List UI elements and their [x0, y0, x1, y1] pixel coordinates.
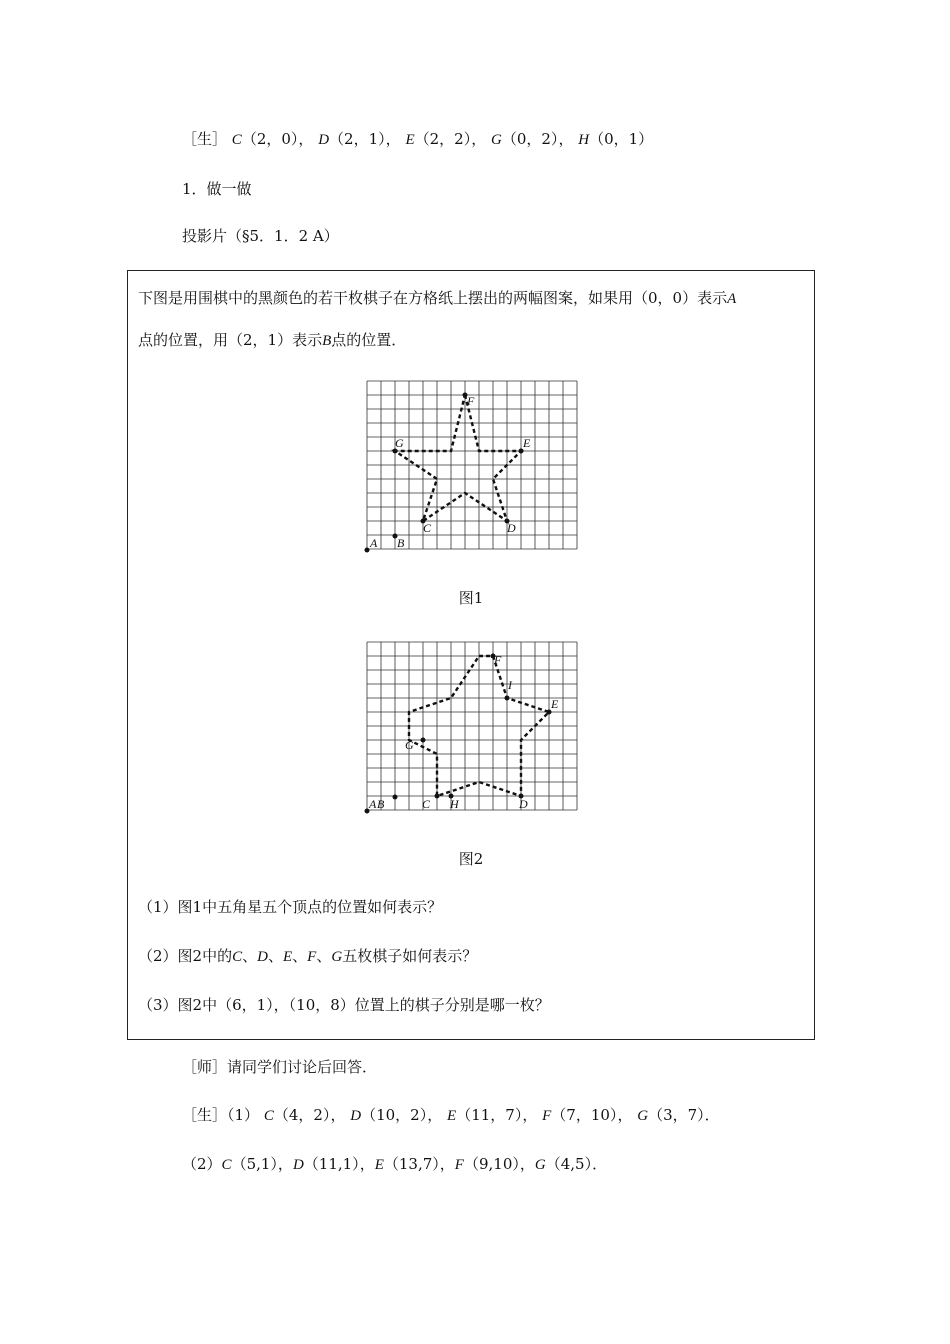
label-b: B — [377, 797, 385, 811]
stone-dot — [505, 696, 510, 701]
problem-text-line-1 — [138, 287, 736, 308]
separator: ， — [359, 1155, 375, 1173]
problem-box — [127, 270, 815, 1040]
separator: ， — [519, 1155, 535, 1173]
point-coord: （0，1） — [589, 130, 654, 148]
point-coord: （11,1） — [303, 1155, 360, 1173]
label-f: F — [467, 394, 475, 408]
label-i: I — [508, 678, 512, 692]
dashed-outline — [395, 395, 521, 521]
point-coord: （13,7） — [383, 1155, 440, 1173]
stone-dot — [421, 738, 426, 743]
point-letter: E — [282, 949, 293, 965]
figure-2-caption: 图2 — [458, 850, 484, 868]
separator: 、 — [267, 947, 283, 965]
point-letter: G — [331, 949, 343, 965]
point-a — [365, 797, 378, 814]
period: ． — [592, 1155, 608, 1173]
point-letter: D — [257, 949, 268, 965]
grid-figure-1 — [362, 376, 587, 556]
point-b — [393, 534, 406, 551]
point-coord: （11，7） — [456, 1106, 523, 1124]
figure-2 — [362, 637, 587, 821]
point-letter: F — [307, 949, 317, 965]
point-coord: （4，2） — [273, 1106, 331, 1124]
intro-answer-line — [182, 128, 653, 149]
point-coord: （2，0） — [241, 130, 299, 148]
separator: ， — [330, 1106, 346, 1124]
point-coord: （9,10） — [463, 1155, 520, 1173]
period: ． — [704, 1106, 720, 1124]
point-letter: G — [637, 1108, 649, 1124]
point-b — [377, 795, 398, 812]
label-a: A — [369, 797, 377, 811]
point-coord: （10，2） — [361, 1106, 428, 1124]
label-c: C — [422, 797, 431, 811]
point-letter: E — [374, 1157, 384, 1173]
separator: ， — [471, 130, 487, 148]
point-letter: E — [405, 132, 415, 148]
point-letter: G — [491, 132, 502, 148]
question-3: （3）图2中（6，1），（10，8）位置上的棋子分别是哪一枚？ — [138, 996, 550, 1014]
question-text: （2）图2中的 — [138, 947, 233, 965]
label-d: D — [519, 797, 528, 811]
point-letter: B — [322, 333, 332, 349]
projection-label: 投影片（§5．1．2 A） — [182, 227, 339, 245]
separator: ， — [522, 1106, 538, 1124]
separator: ， — [298, 130, 314, 148]
problem-text-line-2 — [138, 329, 406, 350]
point-coord: （2，1） — [329, 130, 386, 148]
point-letter: D — [318, 132, 330, 148]
section-heading: 1．做一做 — [182, 180, 252, 198]
point-coord: （5,1） — [231, 1155, 278, 1173]
label-b: B — [397, 536, 405, 550]
separator: ， — [558, 130, 574, 148]
problem-text: 点的位置，用（2，1）表示 — [138, 331, 323, 349]
label-e: E — [551, 697, 559, 711]
separator: ， — [617, 1106, 633, 1124]
label-g: G — [395, 436, 404, 450]
point-letter: C — [232, 949, 243, 965]
answer-2-line — [182, 1153, 607, 1174]
point-letter: F — [454, 1157, 464, 1173]
separator: ， — [427, 1106, 443, 1124]
label-f: F — [494, 653, 502, 667]
point-letter: E — [447, 1108, 457, 1124]
label-h: H — [450, 797, 459, 811]
label-c: C — [423, 521, 432, 535]
grid-figure-2 — [362, 637, 587, 817]
point-coord: （7，10） — [551, 1106, 618, 1124]
point-coord: （4,5） — [545, 1155, 593, 1173]
label-g: G — [405, 738, 414, 752]
point-letter: F — [542, 1108, 552, 1124]
teacher-line: ［师］请同学们讨论后回答． — [182, 1058, 378, 1076]
speaker-tag: ［生］ — [182, 130, 228, 148]
separator: 、 — [292, 947, 308, 965]
item-number: （2） — [182, 1155, 222, 1173]
separator: 、 — [242, 947, 258, 965]
point-coord: （3，7） — [648, 1106, 705, 1124]
separator: ， — [277, 1155, 293, 1173]
point-letter: G — [534, 1157, 546, 1173]
separator: ， — [385, 130, 401, 148]
label-a: A — [370, 536, 378, 550]
point-letter: D — [292, 1157, 304, 1173]
point-letter: A — [727, 291, 737, 307]
star-outline — [393, 393, 524, 524]
point-coord: （2，2） — [414, 130, 472, 148]
point-letter: C — [263, 1108, 274, 1124]
figure-1-caption: 图1 — [458, 589, 484, 607]
point-a — [365, 536, 379, 553]
answer-1-line — [182, 1104, 720, 1125]
separator: ， — [439, 1155, 455, 1173]
figure-1 — [362, 376, 587, 560]
stone-dot — [435, 794, 440, 799]
point-letter: D — [350, 1108, 362, 1124]
problem-text: 点的位置． — [331, 331, 407, 349]
question-2 — [138, 945, 477, 966]
question-1: （1）图1中五角星五个顶点的位置如何表示？ — [138, 898, 443, 916]
point-letter: C — [221, 1157, 232, 1173]
point-letter: C — [231, 132, 242, 148]
label-d: D — [507, 521, 516, 535]
label-e: E — [523, 436, 531, 450]
question-text: 五枚棋子如何表示？ — [342, 947, 478, 965]
speaker-tag: ［生］（1） — [182, 1106, 260, 1124]
point-letter: H — [578, 132, 590, 148]
problem-text: 下图是用围棋中的黑颜色的若干枚棋子在方格纸上摆出的两幅图案，如果用（0，0）表示 — [138, 289, 728, 307]
point-coord: （0，2） — [501, 130, 559, 148]
separator: 、 — [316, 947, 332, 965]
